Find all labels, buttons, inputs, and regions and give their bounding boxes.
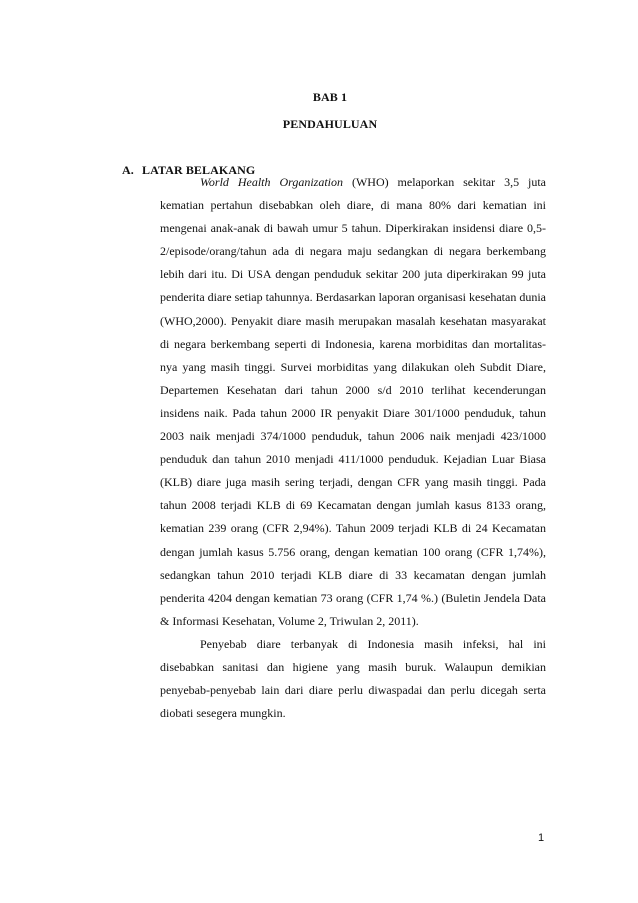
chapter-number: BAB 1 [312,90,348,104]
paragraph [160,633,546,725]
page-number: 1 [538,832,545,844]
paragraph [160,171,546,633]
body-text [160,171,546,725]
paragraph-italic-lead: World Health Organization [200,175,344,189]
section-number: A. [122,163,134,177]
paragraph-text: (WHO) melaporkan sekitar 3,5 juta kematian pertahun disebabkan oleh diare, di mana 80% dari kematian ini mengenai anak-anak di bawah umur 5 tahun. Diperkirakan insidensi diare 0,5-2/episode/orang/tahun ada di negara maju sedangkan di negara berkembang lebih dari itu. Di USA dengan penduduk sekitar 200 juta diperkirakan 99 juta penderita diare setiap tahunnya. Berdasarkan laporan organisasi kesehatan dunia (WHO,2000). Penyakit diare masih merupakan masalah kesehatan masyarakat di negara berkembang seperti di Indonesia, karena morbiditas dan mortalitas-nya yang masih tinggi. Survei morbiditas yang dilakukan oleh Subdit Diare, Departemen Kesehatan dari tahun 2000 s/d 2010 terlihat kecenderungan insidens naik. Pada tahun 2000 IR penyakit Diare 301/1000 penduduk, tahun 2003 naik menjadi 374/1000 penduduk, tahun 2006 naik menjadi 423/1000 penduduk dan tahun 2010 menjadi 411/1000 penduduk. Kejadian Luar Biasa (KLB) diare juga masih sering terjadi, dengan CFR yang masih tinggi. Pada tahun 2008 terjadi KLB di 69 Kecamatan dengan jumlah kasus 8133 orang, kematian 239 orang (CFR 2,94%). Tahun 2009 terjadi KLB di 24 Kecamatan dengan jumlah kasus 5.756 orang, dengan kematian 100 orang (CFR 1,74%), sedangkan tahun 2010 terjadi KLB diare di 33 kecamatan dengan jumlah penderita 4204 dengan kematian 73 orang (CFR 1,74 %.) (Buletin Jendela Data & Informasi Kesehatan, Volume 2, Triwulan 2, 2011). [160,175,546,628]
paragraph-text: Penyebab diare terbanyak di Indonesia masih infeksi, hal ini disebabkan sanitasi dan higiene yang masih buruk. Walaupun demikian penyebab-penyebab lain dari diare perlu diwaspadai dan perlu dicegah serta diobati sesegera mungkin. [160,636,546,721]
section-title: LATAR BELAKANG [142,163,256,177]
chapter-title: PENDAHULUAN [282,117,378,131]
